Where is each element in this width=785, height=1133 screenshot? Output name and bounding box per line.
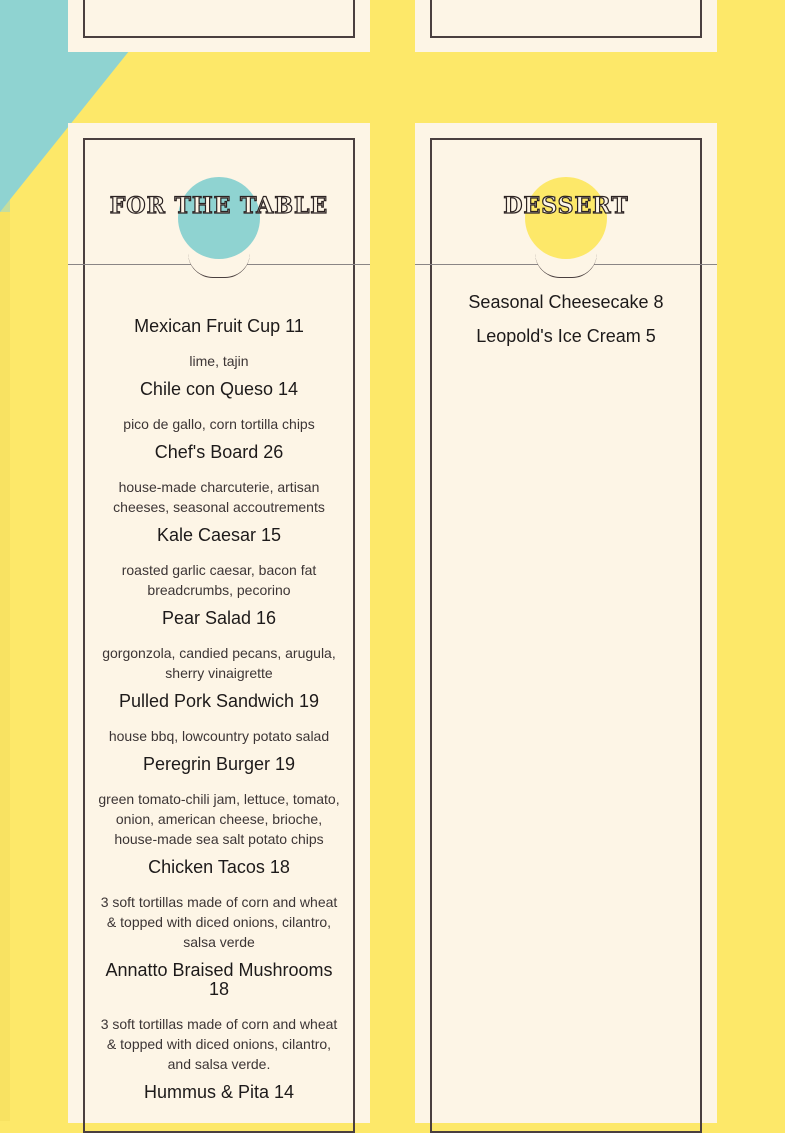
item-name: Peregrin Burger 19 — [142, 754, 296, 774]
item-description: green tomato-chili jam, lettuce, tomato, onion, american cheese, brioche, house-made sea salt potato chips — [98, 791, 340, 847]
menu-items-list — [98, 317, 340, 1117]
item-name: Seasonal Cheesecake 8 — [468, 292, 664, 312]
menu-item — [98, 526, 340, 600]
menu-item — [98, 755, 340, 849]
card-frame — [430, 0, 702, 38]
item-name: Pear Salad 16 — [161, 608, 277, 628]
item-name: Leopold's Ice Cream 5 — [476, 326, 656, 346]
menu-card-for-the-table — [68, 123, 370, 1123]
menu-card-dessert — [415, 123, 717, 1123]
menu-item — [98, 317, 340, 371]
menu-item — [98, 443, 340, 517]
item-name: Chile con Queso 14 — [139, 379, 299, 399]
item-name: Kale Caesar 15 — [156, 525, 282, 545]
item-description: house-made charcuterie, artisan cheeses, seasonal accoutrements — [113, 479, 325, 515]
section-heading: FOR THE TABLE — [109, 193, 329, 219]
item-description: pico de gallo, corn tortilla chips — [123, 416, 315, 432]
item-description: house bbq, lowcountry potato salad — [108, 728, 330, 744]
menu-item — [98, 961, 340, 1074]
menu-items-list — [445, 293, 687, 361]
menu-item — [98, 858, 340, 952]
item-description: 3 soft tortillas made of corn and wheat & topped with diced onions, cilantro, and salsa verde. — [100, 1016, 338, 1072]
menu-item — [445, 327, 687, 346]
menu-item — [98, 609, 340, 683]
menu-item — [98, 380, 340, 434]
card-frame — [83, 0, 355, 38]
card-frame — [430, 138, 702, 1133]
item-description: lime, tajin — [189, 353, 249, 369]
item-name: Annatto Braised Mushrooms 18 — [105, 960, 333, 999]
item-name: Chicken Tacos 18 — [148, 857, 290, 877]
item-description: gorgonzola, candied pecans, arugula, sherry vinaigrette — [102, 645, 336, 681]
item-name: Chef's Board 26 — [154, 442, 284, 462]
item-name: Mexican Fruit Cup 11 — [134, 316, 304, 336]
menu-item — [98, 1083, 340, 1102]
item-name: Hummus & Pita 14 — [143, 1082, 295, 1102]
menu-card-previous-left — [68, 0, 370, 52]
menu-item — [445, 293, 687, 312]
item-name: Pulled Pork Sandwich 19 — [118, 691, 320, 711]
menu-item — [98, 692, 340, 746]
item-description: 3 soft tortillas made of corn and wheat & topped with diced onions, cilantro, salsa verde — [100, 894, 338, 950]
menu-card-previous-right — [415, 0, 717, 52]
section-heading: DESSERT — [503, 193, 629, 219]
item-description: roasted garlic caesar, bacon fat breadcrumbs, pecorino — [121, 562, 317, 598]
